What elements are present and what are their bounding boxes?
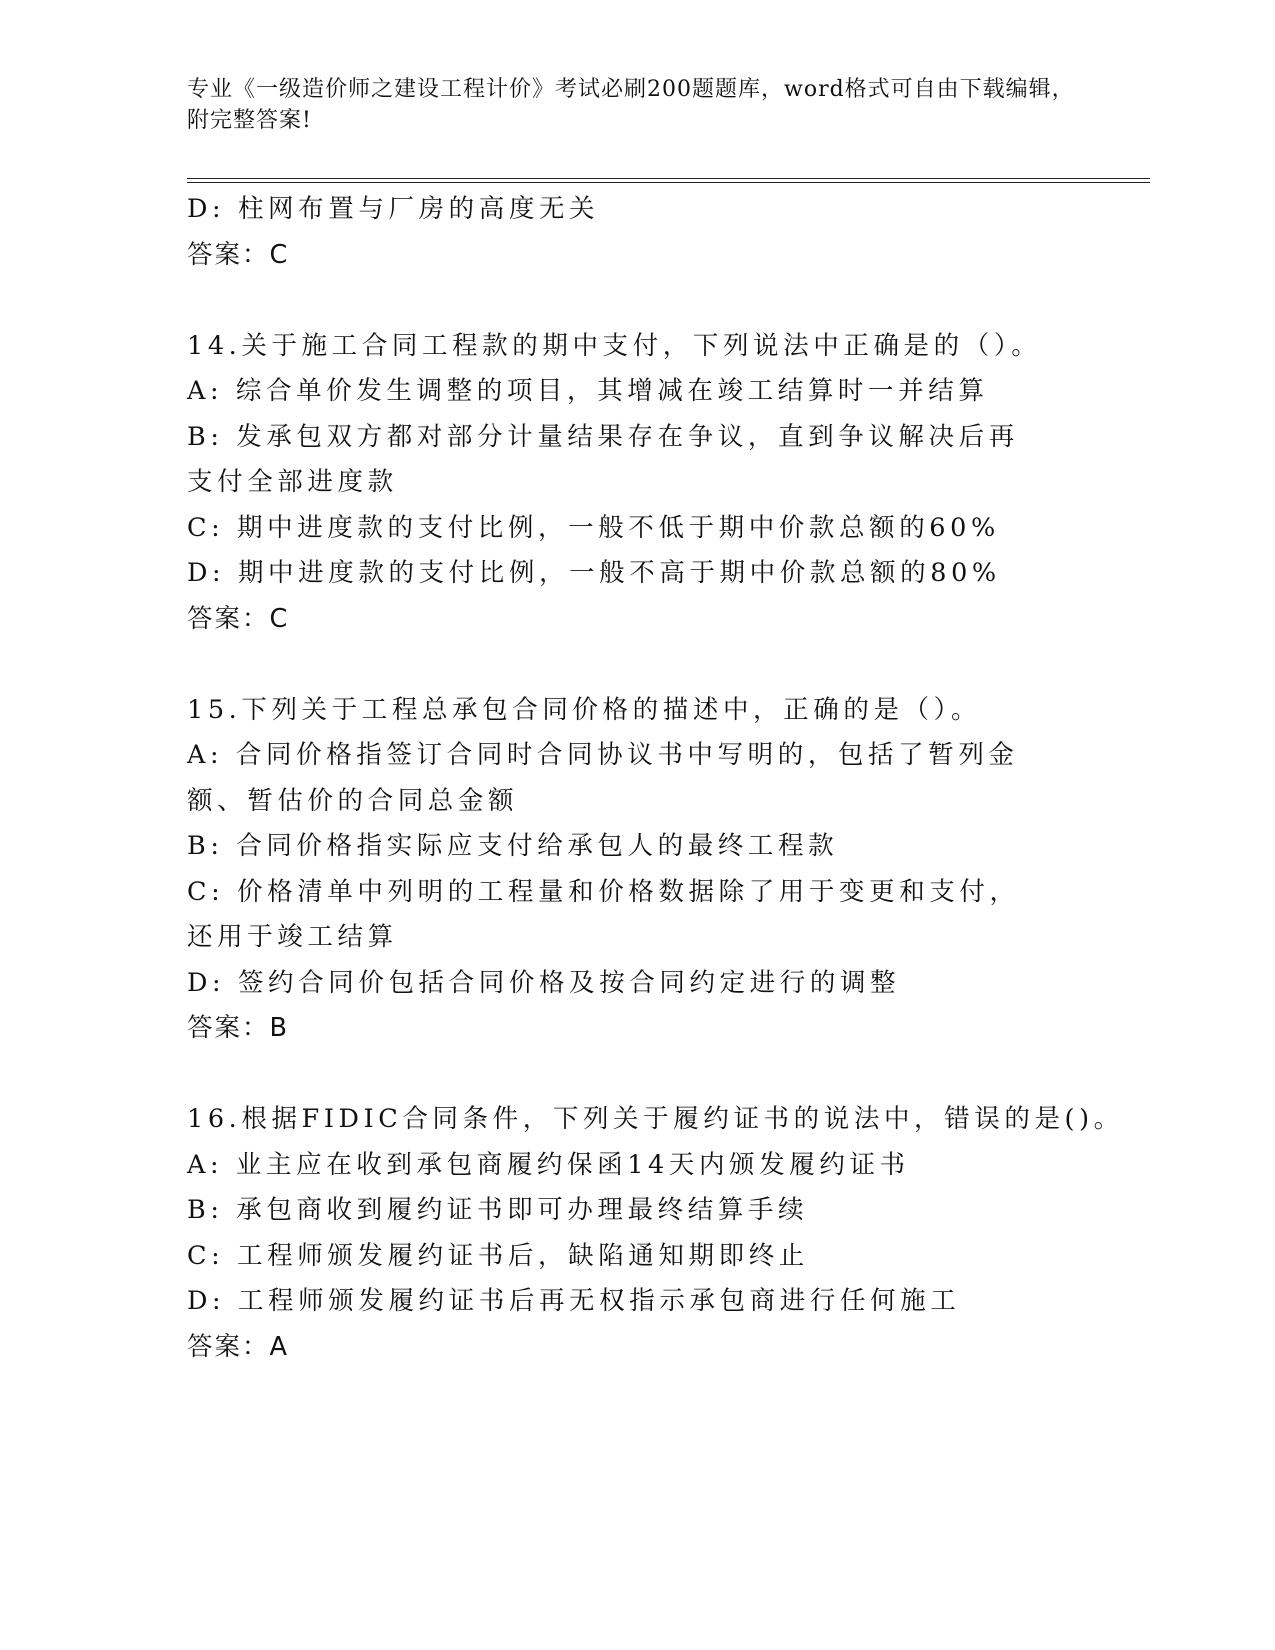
header-divider-bottom	[187, 182, 1150, 183]
option-b: B: 合同价格指实际应支付给承包人的最终工程款	[187, 831, 839, 861]
answer-line: 答案：A	[187, 1331, 289, 1362]
answer-line: 答案：C	[187, 239, 290, 270]
option-a: A: 合同价格指签订合同时合同协议书中写明的，包括了暂列金额、暂估价的合同总金额	[187, 740, 1019, 816]
question-15	[187, 688, 1087, 1052]
question-stem: 16.根据FIDIC合同条件，下列关于履约证书的说法中，错误的是()。	[187, 1104, 1124, 1134]
option-b: B: 承包商收到履约证书即可办理最终结算手续	[187, 1195, 809, 1225]
option-a: A: 业主应在收到承包商履约保函14天内颁发履约证书	[187, 1149, 910, 1180]
page-header-text: 专业《一级造价师之建设工程计价》考试必刷200题题库，word格式可自由下载编辑，附完整答案!	[187, 77, 1075, 133]
answer-line: 答案：B	[187, 1013, 289, 1043]
answer-line: 答案：C	[187, 603, 290, 634]
option-d: D: 工程师颁发履约证书后再无权指示承包商进行任何施工	[187, 1286, 961, 1316]
previous-question-tail	[187, 187, 1087, 278]
option-d: D: 期中进度款的支付比例，一般不高于期中价款总额的80%	[187, 558, 1001, 588]
option-d: D: 签约合同价包括合同价格及按合同约定进行的调整	[187, 967, 901, 998]
question-stem: 15.下列关于工程总承包合同价格的描述中，正确的是（）。	[187, 694, 982, 725]
header-divider-top	[187, 178, 1150, 179]
question-content	[187, 187, 1124, 1370]
question-stem: 14.关于施工合同工程款的期中支付，下列说法中正确是的（）。	[187, 330, 1042, 361]
option-b: B: 发承包双方都对部分计量结果存在争议，直到争议解决后再支付全部进度款	[187, 421, 1019, 497]
spacer	[187, 642, 1087, 688]
question-14	[187, 324, 1087, 643]
option-c: C: 期中进度款的支付比例，一般不低于期中价款总额的60%	[187, 512, 1000, 543]
option-c: C: 价格清单中列明的工程量和价格数据除了用于变更和支付，还用于竣工结算	[187, 876, 1020, 952]
option-c: C: 工程师颁发履约证书后，缺陷通知期即终止	[187, 1240, 809, 1271]
option-a: A: 综合单价发生调整的项目，其增减在竣工结算时一并结算	[187, 376, 989, 406]
option-d: D: 柱网布置与厂房的高度无关	[187, 194, 600, 224]
question-16	[187, 1097, 1124, 1370]
spacer	[187, 1052, 1087, 1098]
spacer	[187, 278, 1087, 324]
